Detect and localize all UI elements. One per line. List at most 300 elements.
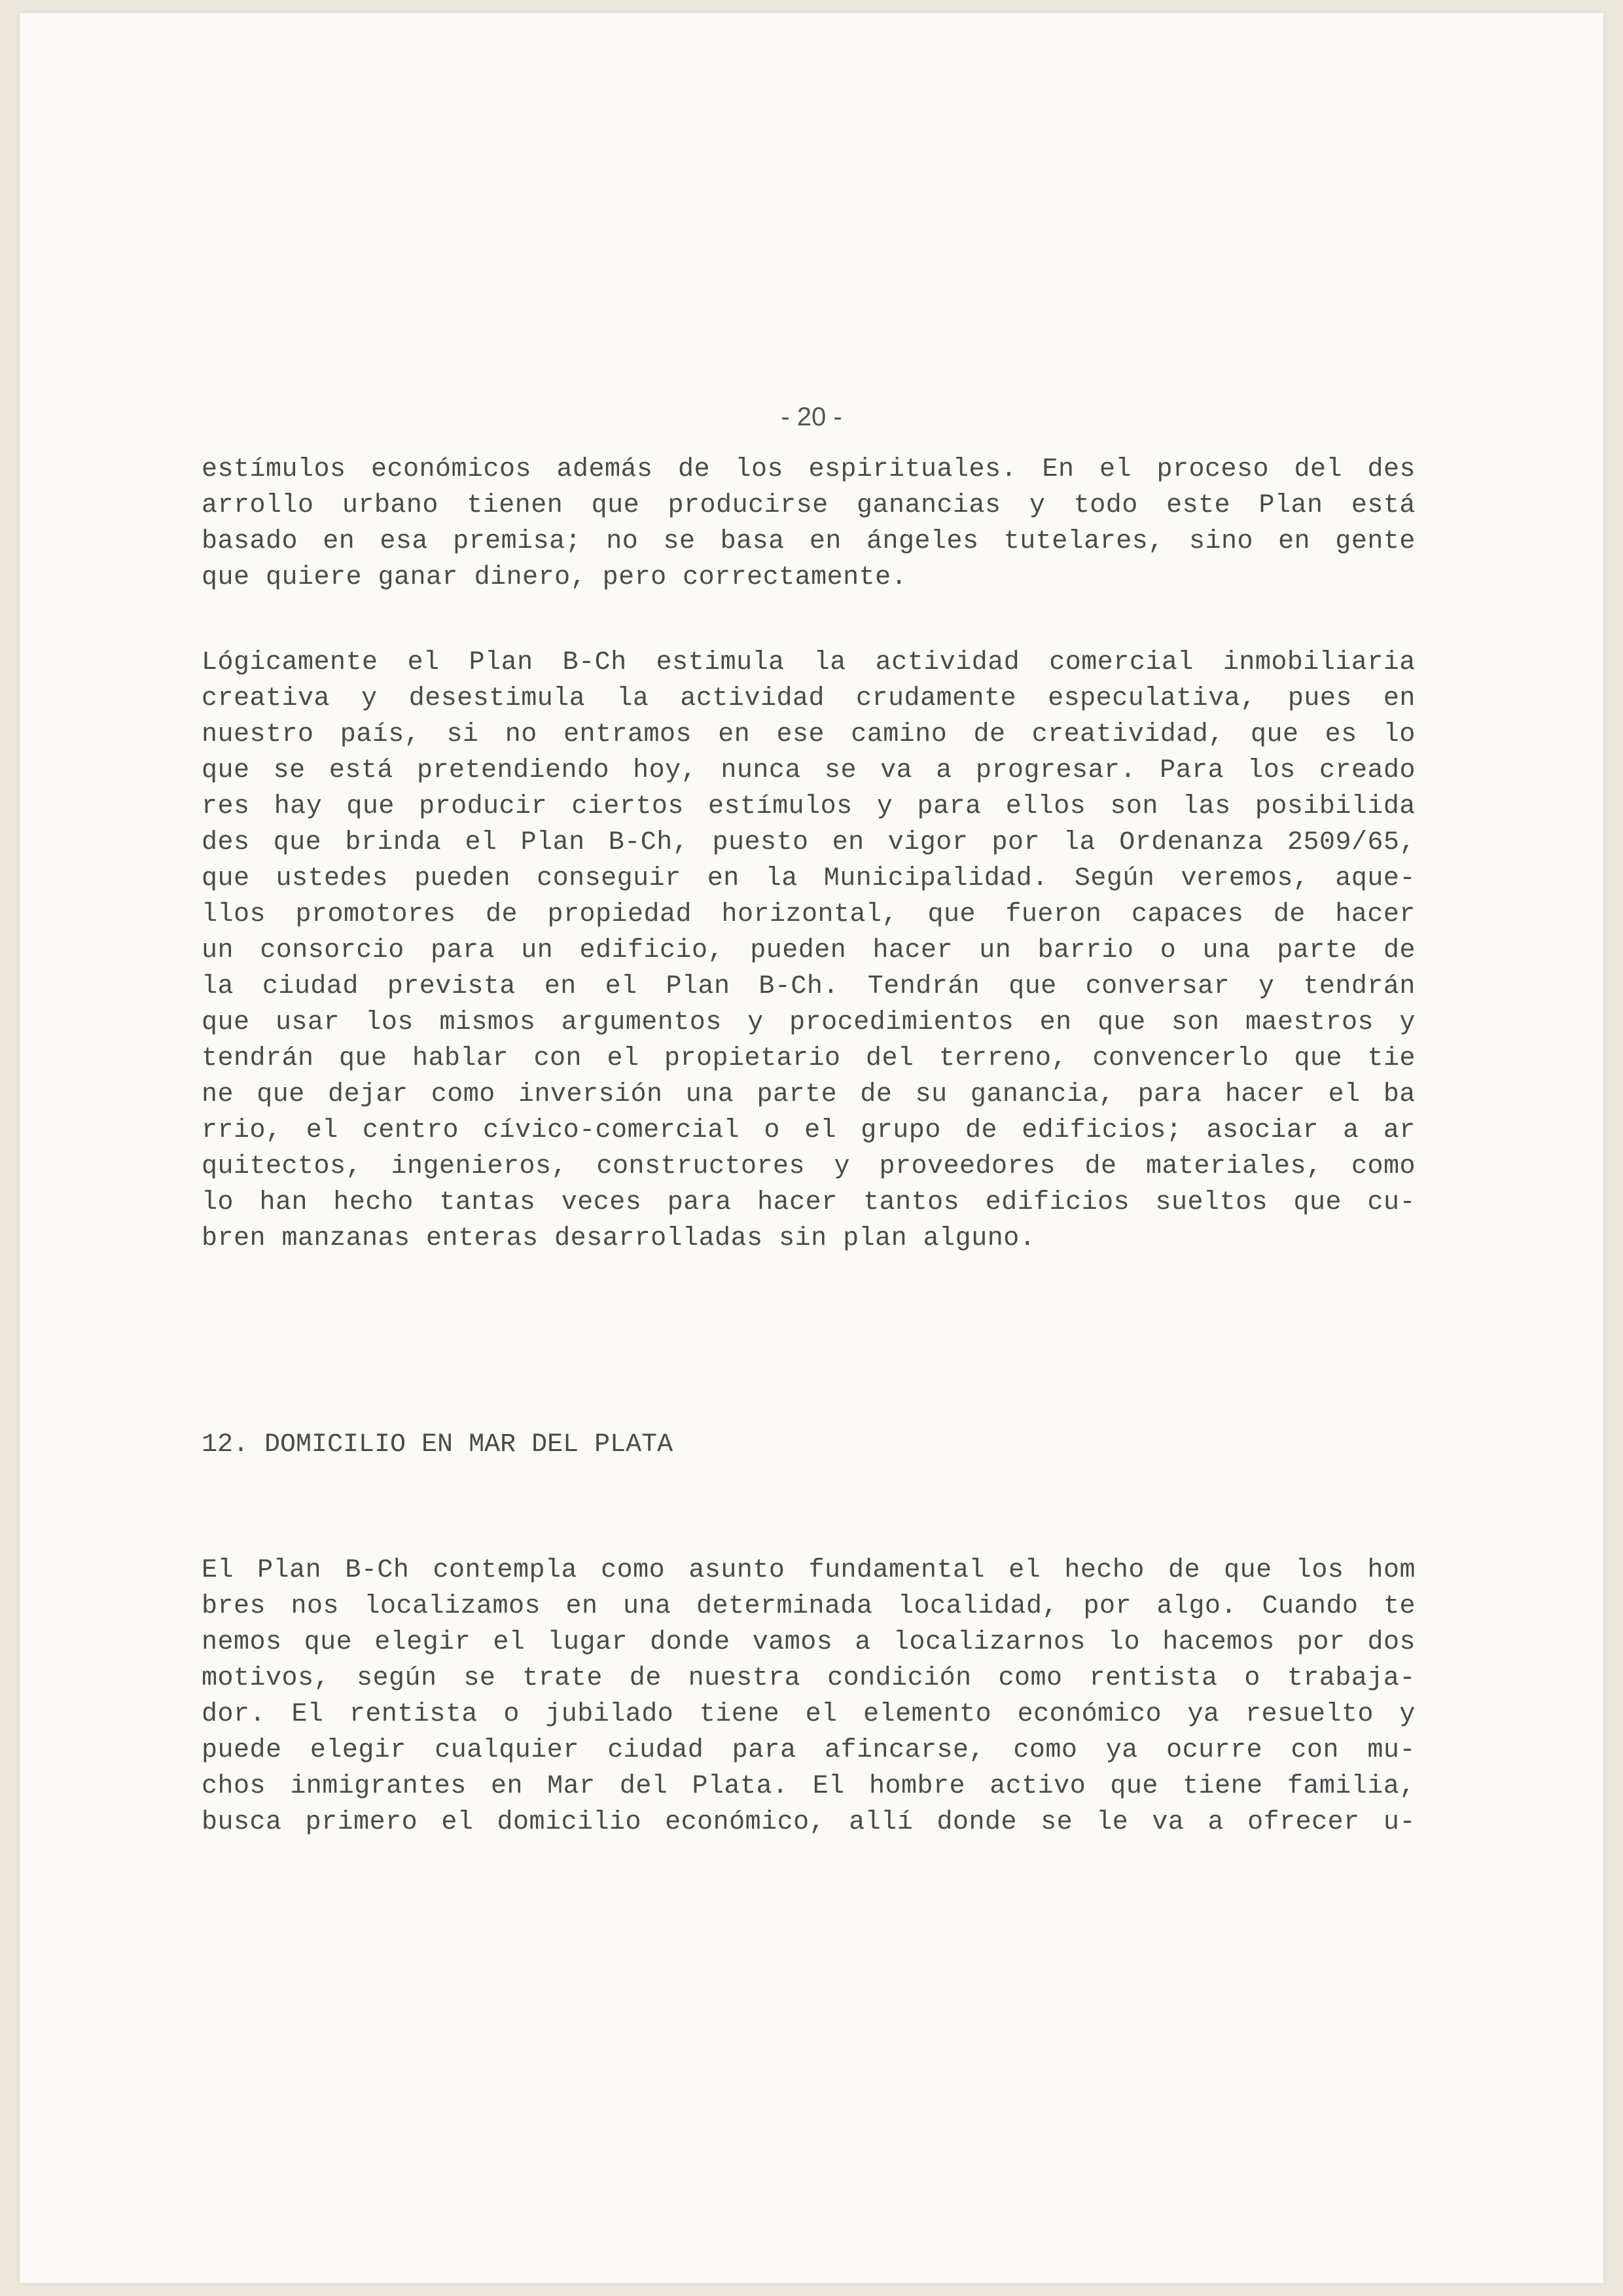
- word: ya: [1105, 1736, 1138, 1765]
- word: propietario: [664, 1044, 841, 1073]
- word: conseguir: [537, 864, 681, 893]
- word: estímulos: [708, 792, 853, 821]
- word: en: [544, 972, 577, 1001]
- word: no: [505, 720, 537, 749]
- word: Plan: [469, 648, 533, 677]
- word: nuestra: [688, 1664, 801, 1693]
- word: brinda: [345, 828, 442, 857]
- word: el: [493, 1628, 526, 1657]
- word: como: [1013, 1736, 1078, 1765]
- word: y: [876, 792, 893, 821]
- word: ustedes: [276, 864, 389, 893]
- word: por: [1083, 1592, 1132, 1621]
- word: de: [485, 900, 518, 929]
- word: En: [1042, 455, 1075, 484]
- word: por: [1296, 1628, 1346, 1657]
- word: que: [202, 1008, 250, 1037]
- word: en: [1383, 684, 1416, 713]
- word: espirituales.: [808, 455, 1018, 484]
- word: arrollo: [202, 491, 314, 520]
- word: económico: [1017, 1700, 1162, 1729]
- word: y: [361, 684, 378, 713]
- word: ocurre: [1166, 1736, 1263, 1765]
- text-line: [202, 717, 1416, 753]
- word: domicilio: [497, 1808, 641, 1837]
- word: hacemos: [1162, 1628, 1275, 1657]
- word: está: [329, 756, 393, 785]
- word: tendrán: [1303, 972, 1416, 1001]
- word: propiedad: [547, 900, 692, 929]
- text-line: [202, 1768, 1416, 1804]
- word: procedimientos: [789, 1008, 1014, 1037]
- word: que: [1110, 1772, 1158, 1801]
- word: si: [446, 720, 479, 749]
- word: para: [431, 936, 495, 965]
- word: el: [1008, 1556, 1041, 1585]
- text-line: [202, 789, 1416, 825]
- word: que: [927, 900, 976, 929]
- word: hablar: [412, 1044, 509, 1073]
- word: 2509/65,: [1287, 828, 1416, 857]
- word: ganancia,: [970, 1080, 1115, 1109]
- word: asunto: [688, 1556, 785, 1585]
- word: con: [1291, 1736, 1340, 1765]
- word: te: [1383, 1592, 1416, 1621]
- word: el: [805, 1700, 838, 1729]
- page-number: - 20 -: [781, 403, 842, 431]
- word: progresar.: [975, 756, 1136, 785]
- text-line: [202, 933, 1416, 969]
- word: está: [1351, 491, 1416, 520]
- word: Tendrán: [867, 972, 980, 1001]
- word: ne: [202, 1080, 234, 1109]
- word: des: [1367, 455, 1416, 484]
- text-line: [202, 1660, 1416, 1696]
- word: gente: [1335, 527, 1416, 556]
- word: o: [503, 1700, 520, 1729]
- word: puesto: [712, 828, 809, 857]
- word: nos: [291, 1592, 339, 1621]
- word: mismos: [439, 1008, 536, 1037]
- word: mu-: [1367, 1736, 1416, 1765]
- word: como: [601, 1556, 666, 1585]
- word: del: [1294, 455, 1343, 484]
- word: del: [619, 1772, 668, 1801]
- word: terreno,: [938, 1044, 1067, 1073]
- word: veces: [561, 1188, 642, 1217]
- word: afincarse,: [824, 1736, 985, 1765]
- word: y: [1399, 1700, 1416, 1729]
- word: de: [860, 1080, 893, 1109]
- word: motivos,: [202, 1664, 330, 1693]
- word: grupo: [861, 1116, 941, 1145]
- text-line: [202, 1005, 1416, 1041]
- word: Lógicamente: [202, 648, 378, 677]
- word: tantos: [863, 1188, 960, 1217]
- word: elegir: [310, 1736, 406, 1765]
- word: Plata.: [692, 1772, 789, 1801]
- word: que: [273, 828, 322, 857]
- word: la: [765, 864, 798, 893]
- word: argumentos: [561, 1008, 722, 1037]
- text-line: [202, 1552, 1416, 1588]
- word: va: [1152, 1808, 1185, 1837]
- word: que: [1293, 1188, 1342, 1217]
- word: El: [202, 1556, 234, 1585]
- word: rrio,: [202, 1116, 282, 1145]
- word: cívico-comercial: [483, 1116, 740, 1145]
- text-line: [202, 1077, 1416, 1113]
- word: el: [607, 1044, 639, 1073]
- word: pueden: [750, 936, 847, 965]
- word: tantas: [439, 1188, 536, 1217]
- word: y: [747, 1008, 764, 1037]
- word: las: [1183, 792, 1231, 821]
- word: B-Ch: [345, 1556, 410, 1585]
- word: fundamental: [808, 1556, 986, 1585]
- word: ciudad: [262, 972, 359, 1001]
- text-line: [202, 969, 1416, 1005]
- word: usar: [275, 1008, 340, 1037]
- word: se: [273, 756, 306, 785]
- word: los: [1247, 756, 1296, 785]
- word: de: [1168, 1556, 1201, 1585]
- word: son: [1110, 792, 1158, 821]
- word: o: [764, 1116, 780, 1145]
- word: trabaja-: [1287, 1664, 1416, 1693]
- word: ya: [1187, 1700, 1220, 1729]
- word: parte: [1277, 936, 1357, 965]
- word: de: [1383, 936, 1416, 965]
- text-line: [202, 524, 1416, 560]
- word: en: [1039, 1008, 1072, 1037]
- word: proceso: [1156, 455, 1270, 484]
- word: producir: [419, 792, 548, 821]
- word: de: [1084, 1152, 1117, 1181]
- word: para: [667, 1188, 732, 1217]
- word: comercial: [1049, 648, 1194, 677]
- word: localizamos: [364, 1592, 541, 1621]
- word: una: [685, 1080, 734, 1109]
- word: elegir: [374, 1628, 471, 1657]
- word: edificio,: [579, 936, 724, 965]
- word: veremos,: [1181, 864, 1310, 893]
- word: se: [463, 1664, 496, 1693]
- word: estimula: [656, 648, 785, 677]
- word: aque-: [1335, 864, 1416, 893]
- word: tiene: [1183, 1772, 1263, 1801]
- word: ciudad: [607, 1736, 704, 1765]
- paragraph-2: [202, 645, 1416, 1257]
- word: desestimula: [408, 684, 586, 713]
- word: Plan: [520, 828, 585, 857]
- word: vigor: [887, 828, 969, 857]
- word: para: [917, 792, 982, 821]
- word: lo: [1108, 1628, 1141, 1657]
- word: asociar: [1206, 1116, 1319, 1145]
- word: los: [735, 455, 784, 484]
- word: posibilida: [1255, 792, 1416, 821]
- word: de: [1273, 900, 1306, 929]
- word: ellos: [1005, 792, 1086, 821]
- word: esa: [380, 527, 428, 556]
- word: sueltos: [1155, 1188, 1268, 1217]
- word: hacer: [757, 1188, 838, 1217]
- word: según: [356, 1664, 437, 1693]
- word: barrio: [1037, 936, 1134, 965]
- word: localizarnos: [893, 1628, 1086, 1657]
- word: de: [973, 720, 1006, 749]
- word: El: [291, 1700, 324, 1729]
- word: hecho: [1064, 1556, 1145, 1585]
- word: horizontal,: [721, 900, 898, 929]
- word: el: [407, 648, 440, 677]
- word: el: [465, 828, 497, 857]
- word: nuestro: [202, 720, 314, 749]
- word: nemos: [202, 1628, 282, 1657]
- word: en: [1278, 527, 1311, 556]
- word: a: [855, 1628, 871, 1657]
- word: hoy,: [633, 756, 698, 785]
- word: que: [339, 1044, 387, 1073]
- text-line: [202, 681, 1416, 717]
- paragraph-3: [202, 1552, 1416, 1840]
- word: una: [1202, 936, 1251, 965]
- word: res: [202, 792, 250, 821]
- word: entramos: [563, 720, 692, 749]
- word: premisa;: [453, 527, 582, 556]
- word: hacer: [872, 936, 954, 965]
- text-line: [202, 1624, 1416, 1660]
- word: Municipalidad.: [823, 864, 1048, 893]
- word: país,: [340, 720, 421, 749]
- text-line: [202, 1149, 1416, 1185]
- word: y: [1258, 972, 1275, 1001]
- word: se: [824, 756, 857, 785]
- word: Ordenanza: [1119, 828, 1264, 857]
- word: en: [707, 864, 740, 893]
- word: donde: [650, 1628, 730, 1657]
- word: en: [565, 1592, 598, 1621]
- word: rentista: [1089, 1664, 1218, 1693]
- word: dos: [1367, 1628, 1416, 1657]
- word: a: [1207, 1808, 1224, 1837]
- word: un: [979, 936, 1012, 965]
- word: primero: [305, 1808, 418, 1837]
- word: materiales,: [1145, 1152, 1323, 1181]
- word: Plan: [666, 972, 730, 1001]
- word: conversar: [1085, 972, 1230, 1001]
- word: la: [813, 648, 846, 677]
- word: inmigrantes: [290, 1772, 467, 1801]
- word: en: [832, 828, 865, 857]
- word: hecho: [333, 1188, 414, 1217]
- word: hay: [274, 792, 323, 821]
- word: una: [622, 1592, 671, 1621]
- word: basa: [720, 527, 785, 556]
- word: que: [1250, 720, 1299, 749]
- text-line: bren manzanas enteras desarrolladas sin plan alguno.: [202, 1224, 1036, 1253]
- word: que: [1294, 1044, 1342, 1073]
- text-line: [202, 861, 1416, 897]
- word: ar: [1383, 1116, 1416, 1145]
- word: actividad: [680, 684, 825, 713]
- word: prevista: [387, 972, 516, 1001]
- section-heading: 12. DOMICILIO EN MAR DEL PLATA: [202, 1430, 673, 1460]
- word: un: [202, 936, 234, 965]
- word: convencerlo: [1092, 1044, 1269, 1073]
- word: que: [257, 1080, 305, 1109]
- word: que: [1097, 1008, 1146, 1037]
- word: hacer: [1335, 900, 1416, 929]
- word: la: [616, 684, 649, 713]
- word: vamos: [752, 1628, 833, 1657]
- word: El: [812, 1772, 845, 1801]
- text-line: [202, 897, 1416, 933]
- word: y: [834, 1152, 851, 1181]
- word: proveedores: [879, 1152, 1056, 1181]
- word: para: [1137, 1080, 1202, 1109]
- word: busca: [202, 1808, 282, 1837]
- word: familia,: [1287, 1772, 1416, 1801]
- word: donde: [936, 1808, 1017, 1837]
- word: actividad: [875, 648, 1020, 677]
- word: por: [991, 828, 1040, 857]
- word: o: [1160, 936, 1177, 965]
- word: Según: [1074, 864, 1155, 893]
- word: bres: [202, 1592, 266, 1621]
- word: va: [880, 756, 913, 785]
- word: han: [259, 1188, 308, 1217]
- word: además: [556, 455, 653, 484]
- word: con: [533, 1044, 582, 1073]
- word: la: [202, 972, 234, 1001]
- word: inmobiliaria: [1222, 648, 1416, 677]
- word: inversión: [518, 1080, 663, 1109]
- word: B-Ch: [562, 648, 627, 677]
- word: como: [1351, 1152, 1416, 1181]
- text-line: [202, 1588, 1416, 1624]
- word: promotores: [295, 900, 456, 929]
- word: pues: [1287, 684, 1352, 713]
- word: des: [202, 828, 250, 857]
- word: y: [1029, 491, 1046, 520]
- word: Mar: [547, 1772, 596, 1801]
- word: dor.: [202, 1700, 266, 1729]
- word: estímulos: [202, 455, 346, 484]
- word: capaces: [1131, 900, 1244, 929]
- word: ángeles: [866, 527, 979, 556]
- word: allí: [849, 1808, 914, 1837]
- word: tutelares,: [1003, 527, 1164, 556]
- word: que: [591, 491, 640, 520]
- text-line: [202, 825, 1416, 861]
- word: que: [304, 1628, 353, 1657]
- word: no: [606, 527, 639, 556]
- word: todo: [1073, 491, 1138, 520]
- word: contempla: [433, 1556, 578, 1585]
- paragraph-1: [202, 452, 1416, 596]
- word: lo: [202, 1188, 234, 1217]
- word: o: [1244, 1664, 1260, 1693]
- word: trate: [522, 1664, 603, 1693]
- word: y: [1399, 1008, 1416, 1037]
- word: localidad,: [897, 1592, 1059, 1621]
- word: el: [306, 1116, 338, 1145]
- word: en: [490, 1772, 523, 1801]
- word: ganancias: [856, 491, 1001, 520]
- word: llos: [202, 900, 266, 929]
- word: de: [629, 1664, 662, 1693]
- word: jubilado: [545, 1700, 674, 1729]
- word: chos: [202, 1772, 266, 1801]
- word: pretendiendo: [416, 756, 610, 785]
- word: determinada: [696, 1592, 873, 1621]
- word: sino: [1188, 527, 1253, 556]
- word: un: [521, 936, 554, 965]
- text-line: [202, 1041, 1416, 1077]
- word: ese: [776, 720, 825, 749]
- word: consorcio: [260, 936, 404, 965]
- word: se: [663, 527, 696, 556]
- word: le: [1096, 1808, 1129, 1837]
- word: creativa: [202, 684, 330, 713]
- word: ba: [1383, 1080, 1416, 1109]
- text-line: [202, 753, 1416, 789]
- word: cu-: [1367, 1188, 1416, 1217]
- text-line: [202, 1804, 1416, 1840]
- word: dejar: [328, 1080, 408, 1109]
- text-line: [202, 452, 1416, 488]
- word: maestros: [1245, 1008, 1374, 1037]
- word: en: [809, 527, 842, 556]
- word: su: [915, 1080, 948, 1109]
- word: Para: [1160, 756, 1224, 785]
- word: como: [431, 1080, 495, 1109]
- word: B-Ch.: [758, 972, 839, 1001]
- text-line: [202, 1185, 1416, 1221]
- word: algo.: [1156, 1592, 1237, 1621]
- word: Cuando: [1262, 1592, 1359, 1621]
- word: camino: [851, 720, 948, 749]
- word: como: [998, 1664, 1063, 1693]
- word: urbano: [342, 491, 438, 520]
- word: quitectos,: [202, 1152, 363, 1181]
- text-line: que quiere ganar dinero, pero correctamente.: [202, 563, 908, 592]
- word: especulativa,: [1048, 684, 1257, 713]
- word: B-Ch,: [608, 828, 689, 857]
- word: nunca: [721, 756, 801, 785]
- word: a: [936, 756, 952, 785]
- word: crudamente: [856, 684, 1017, 713]
- word: económicos: [371, 455, 532, 484]
- word: que: [1008, 972, 1057, 1001]
- word: lugar: [547, 1628, 628, 1657]
- word: el: [1328, 1080, 1361, 1109]
- word: que: [346, 792, 395, 821]
- word: parte: [757, 1080, 838, 1109]
- word: es: [1325, 720, 1357, 749]
- word: los: [365, 1008, 414, 1037]
- word: lo: [1383, 720, 1416, 749]
- word: constructores: [596, 1152, 806, 1181]
- text-line: [202, 488, 1416, 524]
- word: creado: [1319, 756, 1416, 785]
- word: son: [1171, 1008, 1220, 1037]
- word: Plan: [257, 1556, 322, 1585]
- word: pueden: [414, 864, 511, 893]
- word: tienen: [467, 491, 563, 520]
